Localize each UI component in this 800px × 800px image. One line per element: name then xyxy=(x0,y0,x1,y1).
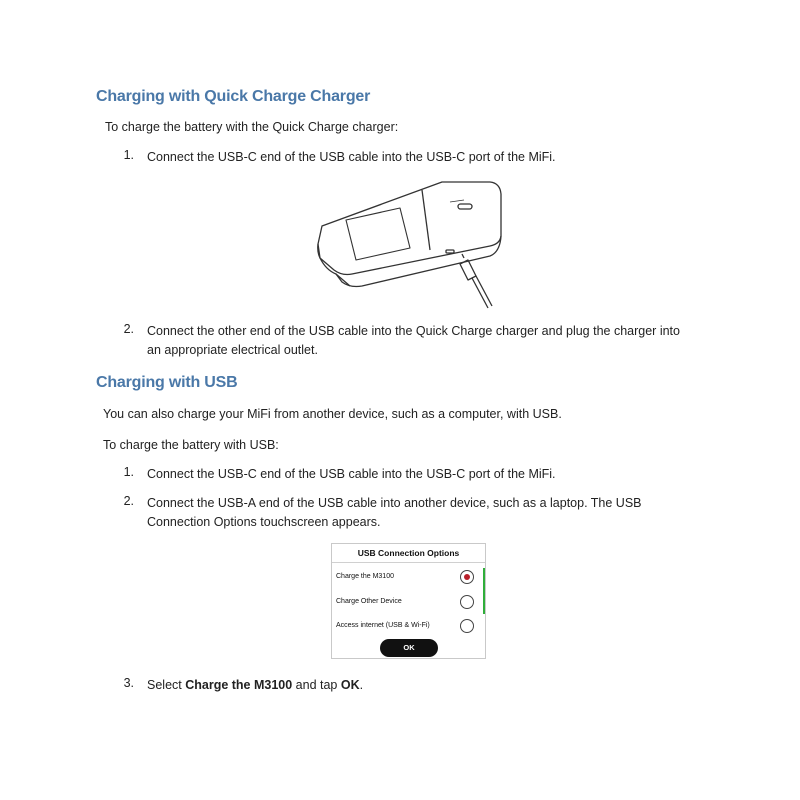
mifi-device-illustration xyxy=(312,178,507,313)
step-text-line1: Connect the USB-A end of the USB cable into another device, such as a laptop. The USB xyxy=(147,496,642,510)
section-heading-quick-charge: Charging with Quick Charge Charger xyxy=(96,88,371,105)
step-text xyxy=(147,676,363,695)
step-text-bold-ok: OK xyxy=(340,678,360,692)
step-text-line1: Connect the other end of the USB cable into the Quick Charge charger and plug the charger into xyxy=(147,324,680,338)
step-number: 2. xyxy=(123,494,134,508)
paragraph: You can also charge your MiFi from another device, such as a computer, with USB. xyxy=(103,407,562,421)
step-number: 2. xyxy=(123,322,134,336)
step-text: Connect the USB-C end of the USB cable into the USB-C port of the MiFi. xyxy=(147,467,556,481)
radio-unselected-icon[interactable] xyxy=(460,595,474,609)
scrollbar[interactable] xyxy=(483,568,485,614)
step-number: 1. xyxy=(123,148,134,162)
section-heading-usb: Charging with USB xyxy=(96,374,238,391)
option-label: Charge Other Device xyxy=(336,598,402,605)
panel-title: USB Connection Options xyxy=(332,544,485,563)
option-charge-other-device[interactable] xyxy=(332,591,485,615)
option-charge-m3100[interactable] xyxy=(332,566,485,590)
option-access-internet[interactable] xyxy=(332,615,485,639)
option-label: Charge the M3100 xyxy=(336,573,394,580)
step-text-line2: Connection Options touchscreen appears. xyxy=(147,515,381,529)
step-text-post: . xyxy=(359,678,364,692)
radio-selected-icon[interactable] xyxy=(460,570,474,584)
step-number: 3. xyxy=(123,676,134,690)
step-text-line2: an appropriate electrical outlet. xyxy=(147,343,318,357)
ok-button[interactable]: OK xyxy=(380,639,438,657)
step-text-pre: Select xyxy=(147,678,186,692)
paragraph: To charge the battery with USB: xyxy=(103,438,279,452)
step-text: Connect the USB-C end of the USB cable into the USB-C port of the MiFi. xyxy=(147,150,556,164)
step-text-bold-option: Charge the M3100 xyxy=(185,678,293,692)
radio-unselected-icon[interactable] xyxy=(460,619,474,633)
step-text-mid: and tap xyxy=(292,678,341,692)
option-label: Access internet (USB & Wi-Fi) xyxy=(336,622,430,629)
intro-text: To charge the battery with the Quick Charge charger: xyxy=(105,120,399,134)
step-number: 1. xyxy=(123,465,134,479)
usb-connection-options-panel xyxy=(331,543,486,659)
